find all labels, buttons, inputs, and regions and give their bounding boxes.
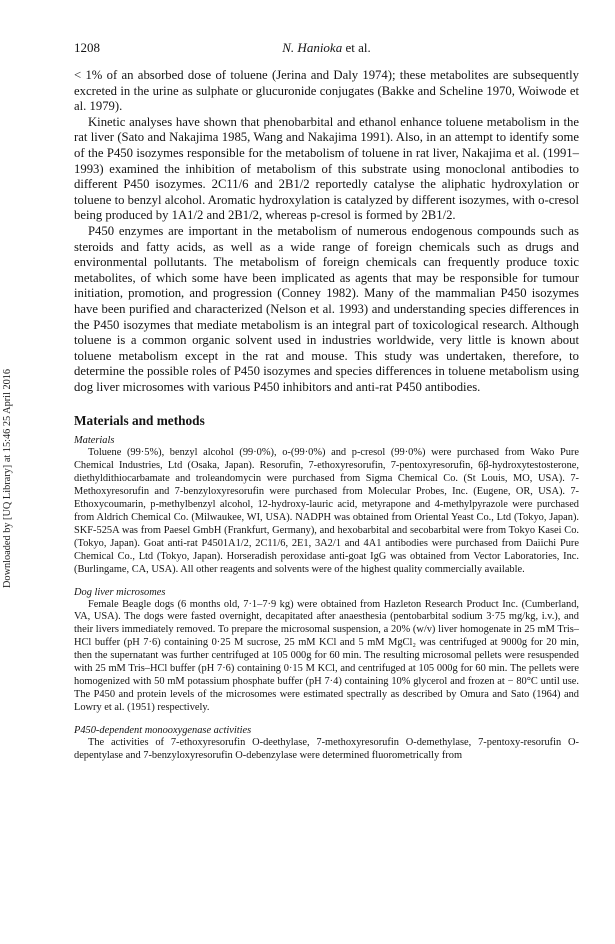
article-body bbox=[74, 68, 579, 763]
paragraph-metabolite-excretion: < 1% of an absorbed dose of toluene (Jerina and Daly 1974); these metabolites are subsequently excreted in the urine as sulphate or glucuronide conjugates (Bakke and Scheline 1970, Woiwode et al. 1979). bbox=[74, 68, 579, 114]
download-notice-text: Downloaded by [UQ Library] at 15:46 25 April 2016 bbox=[2, 368, 13, 588]
running-head-author: N. Hanioka bbox=[282, 40, 343, 55]
subsection-heading-dog-liver-microsomes: Dog liver microsomes bbox=[74, 586, 166, 598]
section-heading-materials-methods: Materials and methods bbox=[74, 413, 205, 429]
page-number: 1208 bbox=[74, 40, 100, 55]
paragraph-p450-enzymes: P450 enzymes are important in the metabolism of numerous endogenous compounds such as steroids and fatty acids, as well as a wide range of foreign chemicals such as drugs and environmental pollutants. The metabolism of foreign chemicals can frequently produce toxic metabolites, of which some have been implicated as agents that may be responsible for tumour initiation, promotion, and progression (Conney 1982). Many of the mammalian P450 isozymes have been purified and characterized (Nelson et al. 1993) and understanding species differences in the P450 isozymes that mediate metabolism is an integral part of toxicological research. Although toluene is a common organic solvent used in industries worldwide, very little is known about toluene metabolism except in the rat and mouse. This study was undertaken, therefore, to determine the possible roles of P450 isozymes and species differences in toluene metabolism using dog liver microsomes with various P450 inhibitors and anti-rat P450 antibodies. bbox=[74, 223, 579, 394]
subsection-heading-monooxygenase-activities: P450-dependent monooxygenase activities bbox=[74, 724, 252, 736]
paragraph-dog-liver-microsomes: Female Beagle dogs (6 months old, 7·1–7·9 kg) were obtained from Hazleton Research Product Inc. (Cumberland, VA, USA). The dogs were fasted overnight, decapitated after anaesthesia (pentobarbital sodium 3·75 mg/kg, i.v.), and their livers immediately removed. To prepare the microsomal suspension, a 20% (w/v) liver homogenate in 25 mM Tris–HCl buffer (pH 7·6) containing 0·25 M sucrose, 25 mM KCl and 5 mM MgCl₂ was centrifuged at 9000g for 20 min, then the supernatant was further centrifuged at 105 000g for 60 min. The resulting microsomal pellets were resuspended with 25 mM Tris–HCl buffer (pH 7·6) containing 0·15 M KCl, and centrifuged at 105 000g for 60 min. The pellets were homogenized with 50 mM potassium phosphate buffer (pH 7·4) containing 10% glycerol and frozen at − 80°C until use. The P450 and protein levels of the microsomes were estimated spectrally as described by Omura and Sato (1964) and Lowry et al. (1951) respectively. bbox=[74, 598, 579, 713]
running-header bbox=[74, 40, 579, 58]
paragraph-monooxygenase-activities: The activities of 7-ethoxyresorufin O-deethylase, 7-methoxyresorufin O-demethylase, 7-pentoxy-resorufin O-depentylase and 7-benzyloxyresorufin O-debenzylase were determined fluorometrically from bbox=[74, 736, 579, 761]
running-head bbox=[74, 40, 579, 56]
running-head-suffix: et al. bbox=[342, 40, 371, 55]
subsection-heading-materials: Materials bbox=[74, 435, 115, 447]
paragraph-materials: Toluene (99·5%), benzyl alcohol (99·0%), o-(99·0%) and p-cresol (99·0%) were purchased from Wako Pure Chemical Industries, Ltd (Osaka, Japan). Resorufin, 7-ethoxyresorufin, 7-pentoxyresorufin, 6β-hydroxytestosterone, diethyldithiocarbamate and troleandomycin were purchased from Sigma Chemical Co. (St Louis, MO, USA). 7-Methoxyresorufin and 7-benzyloxyresorufin were purchased from Molecular Probes, Inc. (Eugene, OR, USA). 7-Ethoxycoumarin, p-methylbenzyl alcohol, 12-hydroxy-lauric acid, metyrapone and 4-methylpyrazole were purchased from Aldrich Chemical Co. (Milwaukee, WI, USA). NADPH was obtained from Oriental Yeast Co., Ltd (Tokyo, Japan). SKF-525A was from Paesel GmbH (Frankfurt, Germany), and hexobarbital and secobarbital were from Tokyo Kasei Co. (Tokyo, Japan). Goat anti-rat P4501A1/2, 2C11/6, 2E1, 3A2/1 and 4A1 antibodies were purchased from Daiichi Pure Chemical Co., Ltd (Tokyo, Japan). Horseradish peroxidase anti-goat IgG was obtained from Vector Laboratories, Inc. (Burlingame, CA, USA). All other reagents and solvents were of the highest quality commercially available. bbox=[74, 447, 579, 575]
paragraph-kinetic-analyses: Kinetic analyses have shown that phenobarbital and ethanol enhance toluene metabolism in the rat liver (Sato and Nakajima 1985, Wang and Nakajima 1991). Also, in an attempt to identify some of the P450 isozymes responsible for the metabolism of toluene in rat liver, Nakajima et al. (1991–1993) examined the inhibition of metabolism of this substrate using monoclonal antibodies to different P450 isozymes. 2C11/6 and 2B1/2 reportedly catalyse the aliphatic hydroxylation or toluene to benzyl alcohol. Aromatic hydroxylation is catalyzed by different isozymes, with o-cresol being produced by 1A1/2 and 2B1/2, whereas p-cresol is formed by 2B1/2. bbox=[74, 114, 579, 223]
